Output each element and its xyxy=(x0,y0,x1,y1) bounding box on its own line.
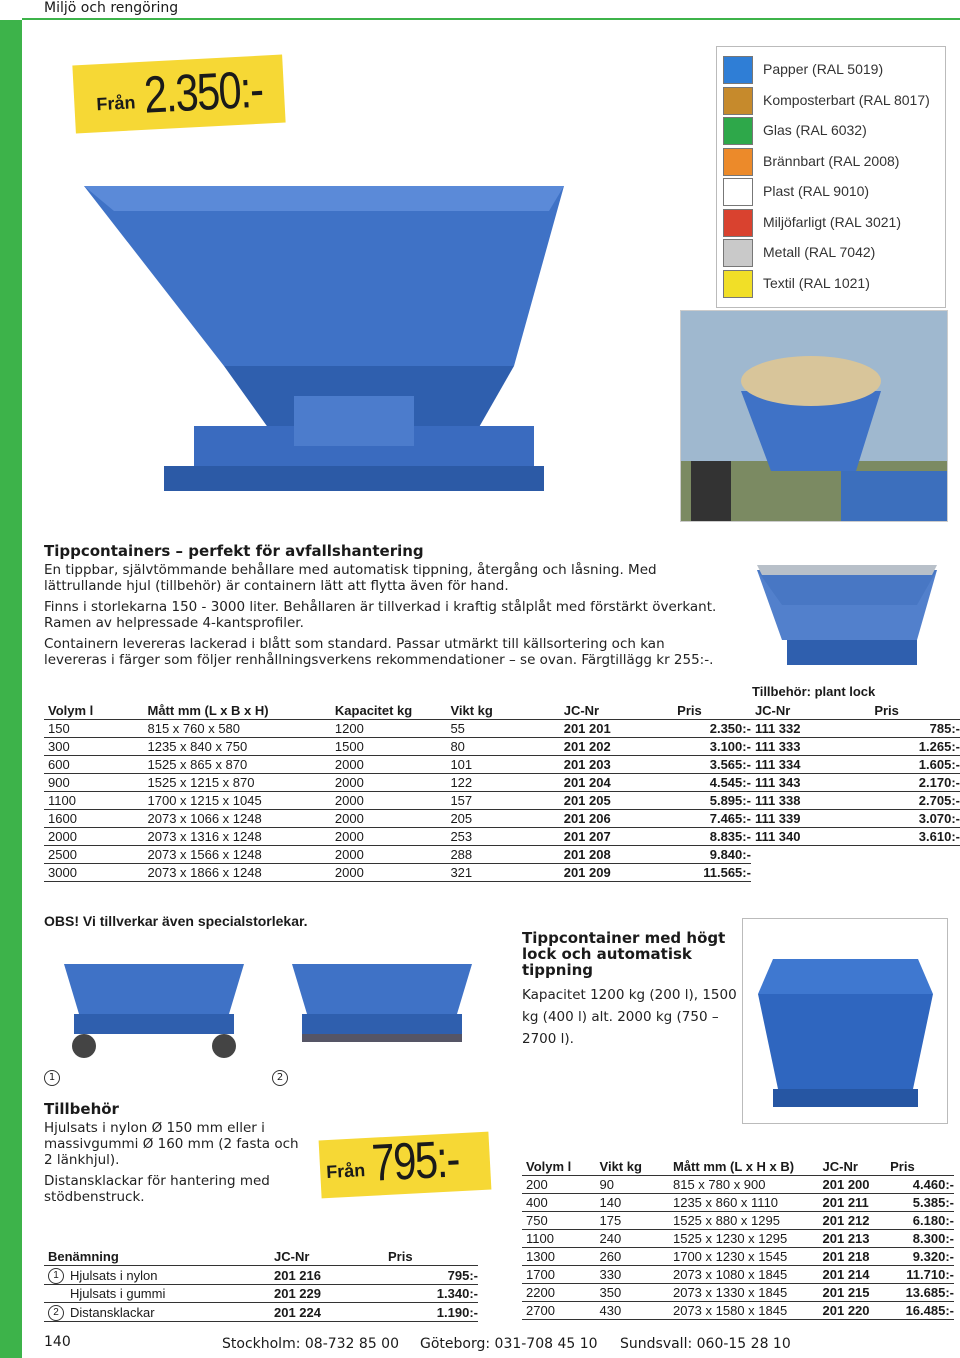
table-cell: 1525 x 1215 x 870 xyxy=(144,774,331,792)
price-prefix: Från xyxy=(95,92,136,115)
accessories-paragraph-1: Hjulsats i nylon Ø 150 mm eller i massivgummi Ø 160 mm (2 fasta och 2 länkhjul). xyxy=(44,1120,299,1168)
main-price-table xyxy=(44,702,960,882)
column-header: Kapacitet kg xyxy=(331,702,447,720)
table-cell: 157 xyxy=(446,792,559,810)
table-row xyxy=(522,1230,954,1248)
table-row xyxy=(44,774,960,792)
marker-2: 2 xyxy=(272,1070,288,1086)
table-row xyxy=(44,810,960,828)
column-header: JC-Nr xyxy=(819,1158,887,1176)
table-cell: 201 200 xyxy=(819,1176,887,1194)
table-cell: 2073 x 1066 x 1248 xyxy=(144,810,331,828)
high-lid-table xyxy=(522,1158,954,1320)
table-row xyxy=(522,1302,954,1320)
table-cell: 13.685:- xyxy=(886,1284,954,1302)
table-cell: 1525 x 1230 x 1295 xyxy=(669,1230,819,1248)
table-cell: 201 205 xyxy=(560,792,673,810)
phone-sundsvall: Sundsvall: 060-15 28 10 xyxy=(620,1336,791,1352)
legend-item xyxy=(721,208,945,236)
table-cell: 430 xyxy=(596,1302,669,1320)
column-header: Volym l xyxy=(522,1158,596,1176)
table-cell: 8.835:- xyxy=(673,828,751,846)
intro-paragraph-1: En tippbar, självtömmande behållare med automatisk tippning, återgång och låsning. Med lättrullande hjul (tillbehör) är containern lätt att flytta även för hand. xyxy=(44,562,657,594)
table-row xyxy=(44,846,960,864)
table-cell: 2073 x 1566 x 1248 xyxy=(144,846,331,864)
accessories-title: Tillbehör xyxy=(44,1100,119,1118)
column-header: Pris xyxy=(673,702,751,720)
table-cell: Distansklackar xyxy=(66,1303,270,1322)
table-cell: 111 343 xyxy=(751,774,870,792)
column-header: JC-Nr xyxy=(560,702,673,720)
table-cell: 2.170:- xyxy=(870,774,960,792)
column-header: JC-Nr xyxy=(751,702,870,720)
table-cell: 1200 xyxy=(331,720,447,738)
table-cell: 321 xyxy=(446,864,559,882)
table-cell: 2000 xyxy=(331,792,447,810)
page-number: 140 xyxy=(44,1334,71,1350)
table-cell: 1700 x 1230 x 1545 xyxy=(669,1248,819,1266)
legend-label: Plast (RAL 9010) xyxy=(763,183,870,199)
table-cell: 122 xyxy=(446,774,559,792)
table-cell: 201 204 xyxy=(560,774,673,792)
column-header: Benämning xyxy=(44,1248,270,1266)
table-cell: 3.565:- xyxy=(673,756,751,774)
table-cell: 80 xyxy=(446,738,559,756)
table-cell: 2700 xyxy=(522,1302,596,1320)
table-cell: 111 339 xyxy=(751,810,870,828)
table-header-row xyxy=(44,702,960,720)
table-cell: 5.895:- xyxy=(673,792,751,810)
column-header: Pris xyxy=(886,1158,954,1176)
table-cell: 3.610:- xyxy=(870,828,960,846)
green-side-bar xyxy=(0,20,22,1358)
flat-lid-photo xyxy=(742,545,952,680)
table-cell: 201 211 xyxy=(819,1194,887,1212)
table-cell: 2500 xyxy=(44,846,144,864)
table-row xyxy=(522,1266,954,1284)
table-cell: 4.460:- xyxy=(886,1176,954,1194)
table-row xyxy=(522,1194,954,1212)
phone-goteborg: Göteborg: 031-708 45 10 xyxy=(420,1336,598,1352)
table-row xyxy=(44,1266,478,1285)
loaded-container-photo xyxy=(680,310,948,522)
obs-note: OBS! Vi tillverkar även specialstorlekar. xyxy=(44,913,308,929)
table-cell: 111 333 xyxy=(751,738,870,756)
color-swatch xyxy=(723,209,753,237)
table-cell: Hjulsats i gummi xyxy=(66,1285,270,1303)
table-row xyxy=(44,720,960,738)
table-cell: 175 xyxy=(596,1212,669,1230)
table-cell: 300 xyxy=(44,738,144,756)
table-cell: 2000 xyxy=(331,756,447,774)
table-cell: 330 xyxy=(596,1266,669,1284)
table-cell: 7.465:- xyxy=(673,810,751,828)
phone-stockholm: Stockholm: 08-732 85 00 xyxy=(222,1336,399,1352)
accessory-price-amount: 795:- xyxy=(370,1130,461,1193)
price-badge xyxy=(72,55,285,134)
table-row xyxy=(44,1303,478,1322)
table-cell: 140 xyxy=(596,1194,669,1212)
table-cell: 201 213 xyxy=(819,1230,887,1248)
wheel-kit-photo xyxy=(44,934,264,1064)
row-marker xyxy=(44,1266,66,1285)
table-cell: 1500 xyxy=(331,738,447,756)
intro-paragraph-2: Finns i storlekarna 150 - 3000 liter. Behållaren är tillverkad i kraftig stålplåt med förstärkt överkant. Ramen av helpressade 4-kantsprofiler. xyxy=(44,599,717,631)
accessory-header: Tillbehör: plant lock xyxy=(752,684,876,699)
table-row xyxy=(44,792,960,810)
table-cell: 1.605:- xyxy=(870,756,960,774)
table-cell: 201 208 xyxy=(560,846,673,864)
table-cell: 1235 x 860 x 1110 xyxy=(669,1194,819,1212)
color-legend xyxy=(716,46,946,308)
intro-paragraph-3: Containern levereras lackerad i blått som standard. Passar utmärkt till källsortering och kan levereras i färger som följer renhållningsverkens rekommendationer – se ovan. Färgtillägg kr 255:-. xyxy=(44,636,714,668)
table-header-row xyxy=(522,1158,954,1176)
table-cell: 785:- xyxy=(870,720,960,738)
table-cell: 240 xyxy=(596,1230,669,1248)
legend-item xyxy=(721,147,945,175)
table-cell xyxy=(870,864,960,882)
table-cell: 1525 x 880 x 1295 xyxy=(669,1212,819,1230)
table-cell: 111 334 xyxy=(751,756,870,774)
table-row xyxy=(44,828,960,846)
table-cell: 350 xyxy=(596,1284,669,1302)
table-cell: 9.320:- xyxy=(886,1248,954,1266)
table-cell: 205 xyxy=(446,810,559,828)
column-header: Pris xyxy=(870,702,960,720)
table-cell: 1100 xyxy=(522,1230,596,1248)
legend-item xyxy=(721,177,945,205)
legend-label: Metall (RAL 7042) xyxy=(763,244,876,260)
table-cell: 201 215 xyxy=(819,1284,887,1302)
accessories-table xyxy=(44,1248,478,1322)
table-cell: 4.545:- xyxy=(673,774,751,792)
table-cell: 55 xyxy=(446,720,559,738)
table-cell: 150 xyxy=(44,720,144,738)
row-marker xyxy=(44,1285,66,1303)
header-rule xyxy=(22,18,960,20)
column-header: Mått mm (L x B x H) xyxy=(144,702,331,720)
table-cell: 1100 xyxy=(44,792,144,810)
table-cell: 201 224 xyxy=(270,1303,384,1322)
table-cell: 2000 xyxy=(331,810,447,828)
table-cell: 201 203 xyxy=(560,756,673,774)
table-cell: 2073 x 1580 x 1845 xyxy=(669,1302,819,1320)
table-cell: 16.485:- xyxy=(886,1302,954,1320)
table-cell: 201 201 xyxy=(560,720,673,738)
color-swatch xyxy=(723,270,753,298)
table-cell: 201 216 xyxy=(270,1266,384,1285)
high-lid-title: Tippcontainer med högt lock och automatisk tippning xyxy=(522,929,726,979)
table-cell: 201 202 xyxy=(560,738,673,756)
table-cell: 201 209 xyxy=(560,864,673,882)
table-cell: 288 xyxy=(446,846,559,864)
table-cell: 201 220 xyxy=(819,1302,887,1320)
table-cell: 3.070:- xyxy=(870,810,960,828)
legend-label: Komposterbart (RAL 8017) xyxy=(763,91,930,108)
table-row xyxy=(522,1212,954,1230)
table-cell: 111 340 xyxy=(751,828,870,846)
accessory-price-badge xyxy=(319,1132,492,1199)
table-cell: 2073 x 1316 x 1248 xyxy=(144,828,331,846)
accessories-paragraph-2: Distansklackar för hantering med stödbenstruck. xyxy=(44,1173,270,1205)
legend-label: Brännbart (RAL 2008) xyxy=(763,152,900,169)
table-cell: 2000 xyxy=(331,774,447,792)
table-cell: 1300 xyxy=(522,1248,596,1266)
table-cell: 2000 xyxy=(331,846,447,864)
color-swatch xyxy=(723,56,753,84)
color-swatch xyxy=(723,178,753,206)
table-cell: 201 212 xyxy=(819,1212,887,1230)
table-cell: 111 338 xyxy=(751,792,870,810)
high-lid-paragraph: Kapacitet 1200 kg (200 l), 1500 kg (400 l) alt. 2000 kg (750 – 2700 l). xyxy=(522,987,737,1047)
table-cell: 1.340:- xyxy=(384,1285,478,1303)
intro-section xyxy=(44,542,724,668)
table-cell: 1700 xyxy=(522,1266,596,1284)
table-cell: 90 xyxy=(596,1176,669,1194)
spacer-blocks-photo xyxy=(272,934,492,1064)
table-cell xyxy=(751,846,870,864)
table-cell: 1.265:- xyxy=(870,738,960,756)
intro-title: Tippcontainers – perfekt för avfallshantering xyxy=(44,542,424,560)
column-header: Mått mm (L x H x B) xyxy=(669,1158,819,1176)
color-swatch xyxy=(723,239,753,267)
color-swatch xyxy=(723,87,753,115)
marker-1: 1 xyxy=(48,1268,64,1284)
table-row xyxy=(44,756,960,774)
legend-label: Papper (RAL 5019) xyxy=(763,61,884,77)
table-cell: 201 229 xyxy=(270,1285,384,1303)
table-cell: 5.385:- xyxy=(886,1194,954,1212)
legend-label: Glas (RAL 6032) xyxy=(763,122,867,138)
table-cell: 2.350:- xyxy=(673,720,751,738)
legend-item xyxy=(721,238,945,266)
legend-item xyxy=(721,55,945,83)
table-cell: 201 218 xyxy=(819,1248,887,1266)
table-cell: 1700 x 1215 x 1045 xyxy=(144,792,331,810)
table-cell: 9.840:- xyxy=(673,846,751,864)
column-header: Pris xyxy=(384,1248,478,1266)
table-cell: 1235 x 840 x 750 xyxy=(144,738,331,756)
high-lid-photo xyxy=(742,918,948,1124)
table-cell: 111 332 xyxy=(751,720,870,738)
legend-label: Textil (RAL 1021) xyxy=(763,274,870,291)
accessory-price-prefix: Från xyxy=(325,1160,366,1183)
table-cell: 815 x 780 x 900 xyxy=(669,1176,819,1194)
table-row xyxy=(522,1248,954,1266)
legend-item xyxy=(721,269,945,297)
table-cell: 11.710:- xyxy=(886,1266,954,1284)
table-cell: 1.190:- xyxy=(384,1303,478,1322)
table-cell: 101 xyxy=(446,756,559,774)
table-cell: 1525 x 865 x 870 xyxy=(144,756,331,774)
column-header: Vikt kg xyxy=(596,1158,669,1176)
high-lid-section xyxy=(522,930,742,1050)
table-cell: 2073 x 1080 x 1845 xyxy=(669,1266,819,1284)
table-cell: 2073 x 1330 x 1845 xyxy=(669,1284,819,1302)
table-cell: 200 xyxy=(522,1176,596,1194)
table-cell: 11.565:- xyxy=(673,864,751,882)
color-swatch xyxy=(723,148,753,176)
table-cell xyxy=(870,846,960,864)
table-cell: 2000 xyxy=(44,828,144,846)
table-cell: 3000 xyxy=(44,864,144,882)
legend-item xyxy=(721,116,945,144)
table-cell: 201 214 xyxy=(819,1266,887,1284)
price-amount: 2.350:- xyxy=(142,60,264,125)
table-cell: 815 x 760 x 580 xyxy=(144,720,331,738)
table-cell: 600 xyxy=(44,756,144,774)
table-row xyxy=(522,1284,954,1302)
table-cell: 2.705:- xyxy=(870,792,960,810)
accessories-section xyxy=(44,1100,304,1205)
table-cell: Hjulsats i nylon xyxy=(66,1266,270,1285)
section-title: Miljö och rengöring xyxy=(44,0,179,16)
table-header-row xyxy=(44,1248,478,1266)
table-cell: 2000 xyxy=(331,864,447,882)
table-cell xyxy=(751,864,870,882)
table-cell: 2200 xyxy=(522,1284,596,1302)
table-cell: 3.100:- xyxy=(673,738,751,756)
table-cell: 260 xyxy=(596,1248,669,1266)
table-cell: 400 xyxy=(522,1194,596,1212)
table-cell: 201 206 xyxy=(560,810,673,828)
color-swatch xyxy=(723,117,753,145)
column-header: Volym l xyxy=(44,702,144,720)
column-header: Vikt kg xyxy=(446,702,559,720)
row-marker xyxy=(44,1303,66,1322)
legend-item xyxy=(721,86,945,114)
legend-label: Miljöfarligt (RAL 3021) xyxy=(763,213,901,230)
table-cell: 900 xyxy=(44,774,144,792)
table-row xyxy=(44,1285,478,1303)
table-cell: 6.180:- xyxy=(886,1212,954,1230)
table-row xyxy=(522,1176,954,1194)
table-cell: 795:- xyxy=(384,1266,478,1285)
column-header: JC-Nr xyxy=(270,1248,384,1266)
table-cell: 750 xyxy=(522,1212,596,1230)
table-cell: 2000 xyxy=(331,828,447,846)
marker-1: 1 xyxy=(44,1070,60,1086)
table-cell: 2073 x 1866 x 1248 xyxy=(144,864,331,882)
table-cell: 253 xyxy=(446,828,559,846)
marker-2: 2 xyxy=(48,1305,64,1321)
table-row xyxy=(44,738,960,756)
table-cell: 201 207 xyxy=(560,828,673,846)
table-row xyxy=(44,864,960,882)
table-cell: 1600 xyxy=(44,810,144,828)
table-cell: 8.300:- xyxy=(886,1230,954,1248)
